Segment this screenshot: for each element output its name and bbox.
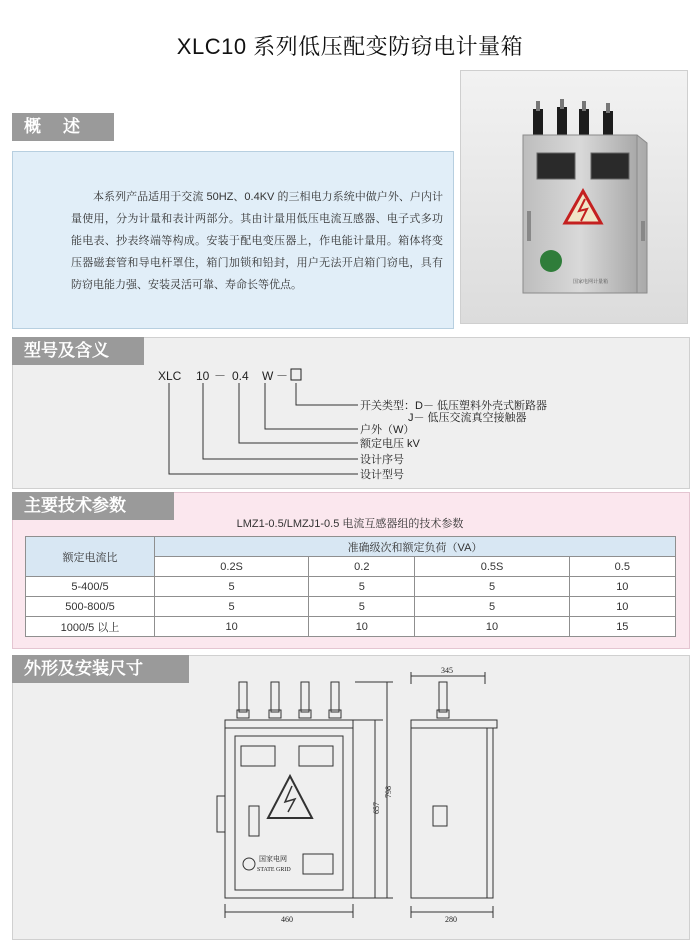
state-grid-logo	[243, 858, 255, 870]
label-outdoor: 户外（W）	[360, 424, 415, 436]
code-box	[291, 369, 301, 380]
code-10: 10	[196, 369, 210, 383]
value-cell: 10	[309, 617, 415, 637]
value-cell: 5	[309, 597, 415, 617]
dimension-drawing	[13, 656, 689, 939]
value-cell: 10	[569, 597, 675, 617]
value-cell: 15	[569, 617, 675, 637]
page-title: XLC10 系列低压配变防窃电计量箱	[176, 34, 524, 59]
dimensions-heading: 外形及安装尺寸	[12, 655, 189, 683]
tech-caption: LMZ1-0.5/LMZJ1-0.5 电流互感器组的技术参数	[236, 518, 464, 530]
label-design-seq: 设计序号	[360, 454, 404, 466]
dim-total-height: 798	[384, 786, 393, 798]
dim-side-depth: 280	[445, 915, 457, 924]
product-photo	[460, 70, 688, 324]
value-cell: 5	[309, 577, 415, 597]
tech-table	[25, 536, 676, 637]
side-view	[411, 672, 497, 918]
label-switch-type: 开关类型：D－ 低压塑料外壳式断路器	[360, 400, 547, 412]
col-header: 0.5S	[415, 557, 569, 577]
code-04: 0.4	[232, 369, 249, 383]
value-cell: 10	[569, 577, 675, 597]
code-w: W	[262, 369, 274, 383]
warning-triangle	[268, 776, 312, 818]
col-header: 0.2	[309, 557, 415, 577]
value-cell: 5	[415, 577, 569, 597]
overview-text: 本系列产品适用于交流 50HZ、0.4KV 的三相电力系统中做户外、户内计量使用，分为计量和表计两部分。其由计量用低压电流互感器、电子式多功能电表、抄表终端等构成。安装于配电变压器上，作电能计量用。箱体将变压器磁套管和导电杆罩住，箱门加锁和铅封，用户无法开启箱门窃电，具有防窃电能力强、安装灵活可靠、寿命长等优点。	[71, 191, 443, 291]
col-header: 0.5	[569, 557, 675, 577]
overview-heading: 概述	[12, 113, 114, 141]
front-top-cap	[225, 720, 353, 728]
row-header-cell: 额定电流比	[26, 537, 155, 577]
front-bushings	[237, 682, 341, 718]
table-row	[26, 617, 676, 637]
ratio-cell: 1000/5 以上	[26, 617, 155, 637]
code-xlc: XLC	[158, 369, 182, 383]
label-switch-type-j: J－ 低压交流真空接触器	[408, 412, 527, 424]
value-cell: 10	[155, 617, 309, 637]
col-group-cell: 准确级次和额定负荷（VA）	[155, 537, 676, 557]
code-sep2: －	[276, 369, 289, 383]
table-header-row	[26, 537, 676, 557]
logo-cn: 国家电网	[259, 855, 287, 863]
overview-panel	[12, 151, 454, 329]
dim-width: 460	[281, 915, 293, 924]
dimensions-panel	[12, 655, 690, 940]
model-heading: 型号及含义	[12, 337, 144, 365]
photo-logo-text: 国家电网计量箱	[573, 279, 609, 285]
code-sep1: －	[214, 369, 227, 383]
dim-body-height: 657	[372, 802, 381, 814]
value-cell: 5	[415, 597, 569, 617]
ratio-cell: 5-400/5	[26, 577, 155, 597]
dim-side-width: 345	[441, 666, 453, 675]
logo-en: STATE GRID	[257, 867, 291, 873]
tech-heading: 主要技术参数	[12, 492, 174, 520]
value-cell: 10	[415, 617, 569, 637]
value-cell: 5	[155, 577, 309, 597]
table-row	[26, 577, 676, 597]
label-voltage: 额定电压 kV	[360, 438, 420, 450]
value-cell: 5	[155, 597, 309, 617]
label-design-type: 设计型号	[360, 469, 404, 481]
table-row	[26, 597, 676, 617]
col-header: 0.2S	[155, 557, 309, 577]
ratio-cell: 500-800/5	[26, 597, 155, 617]
